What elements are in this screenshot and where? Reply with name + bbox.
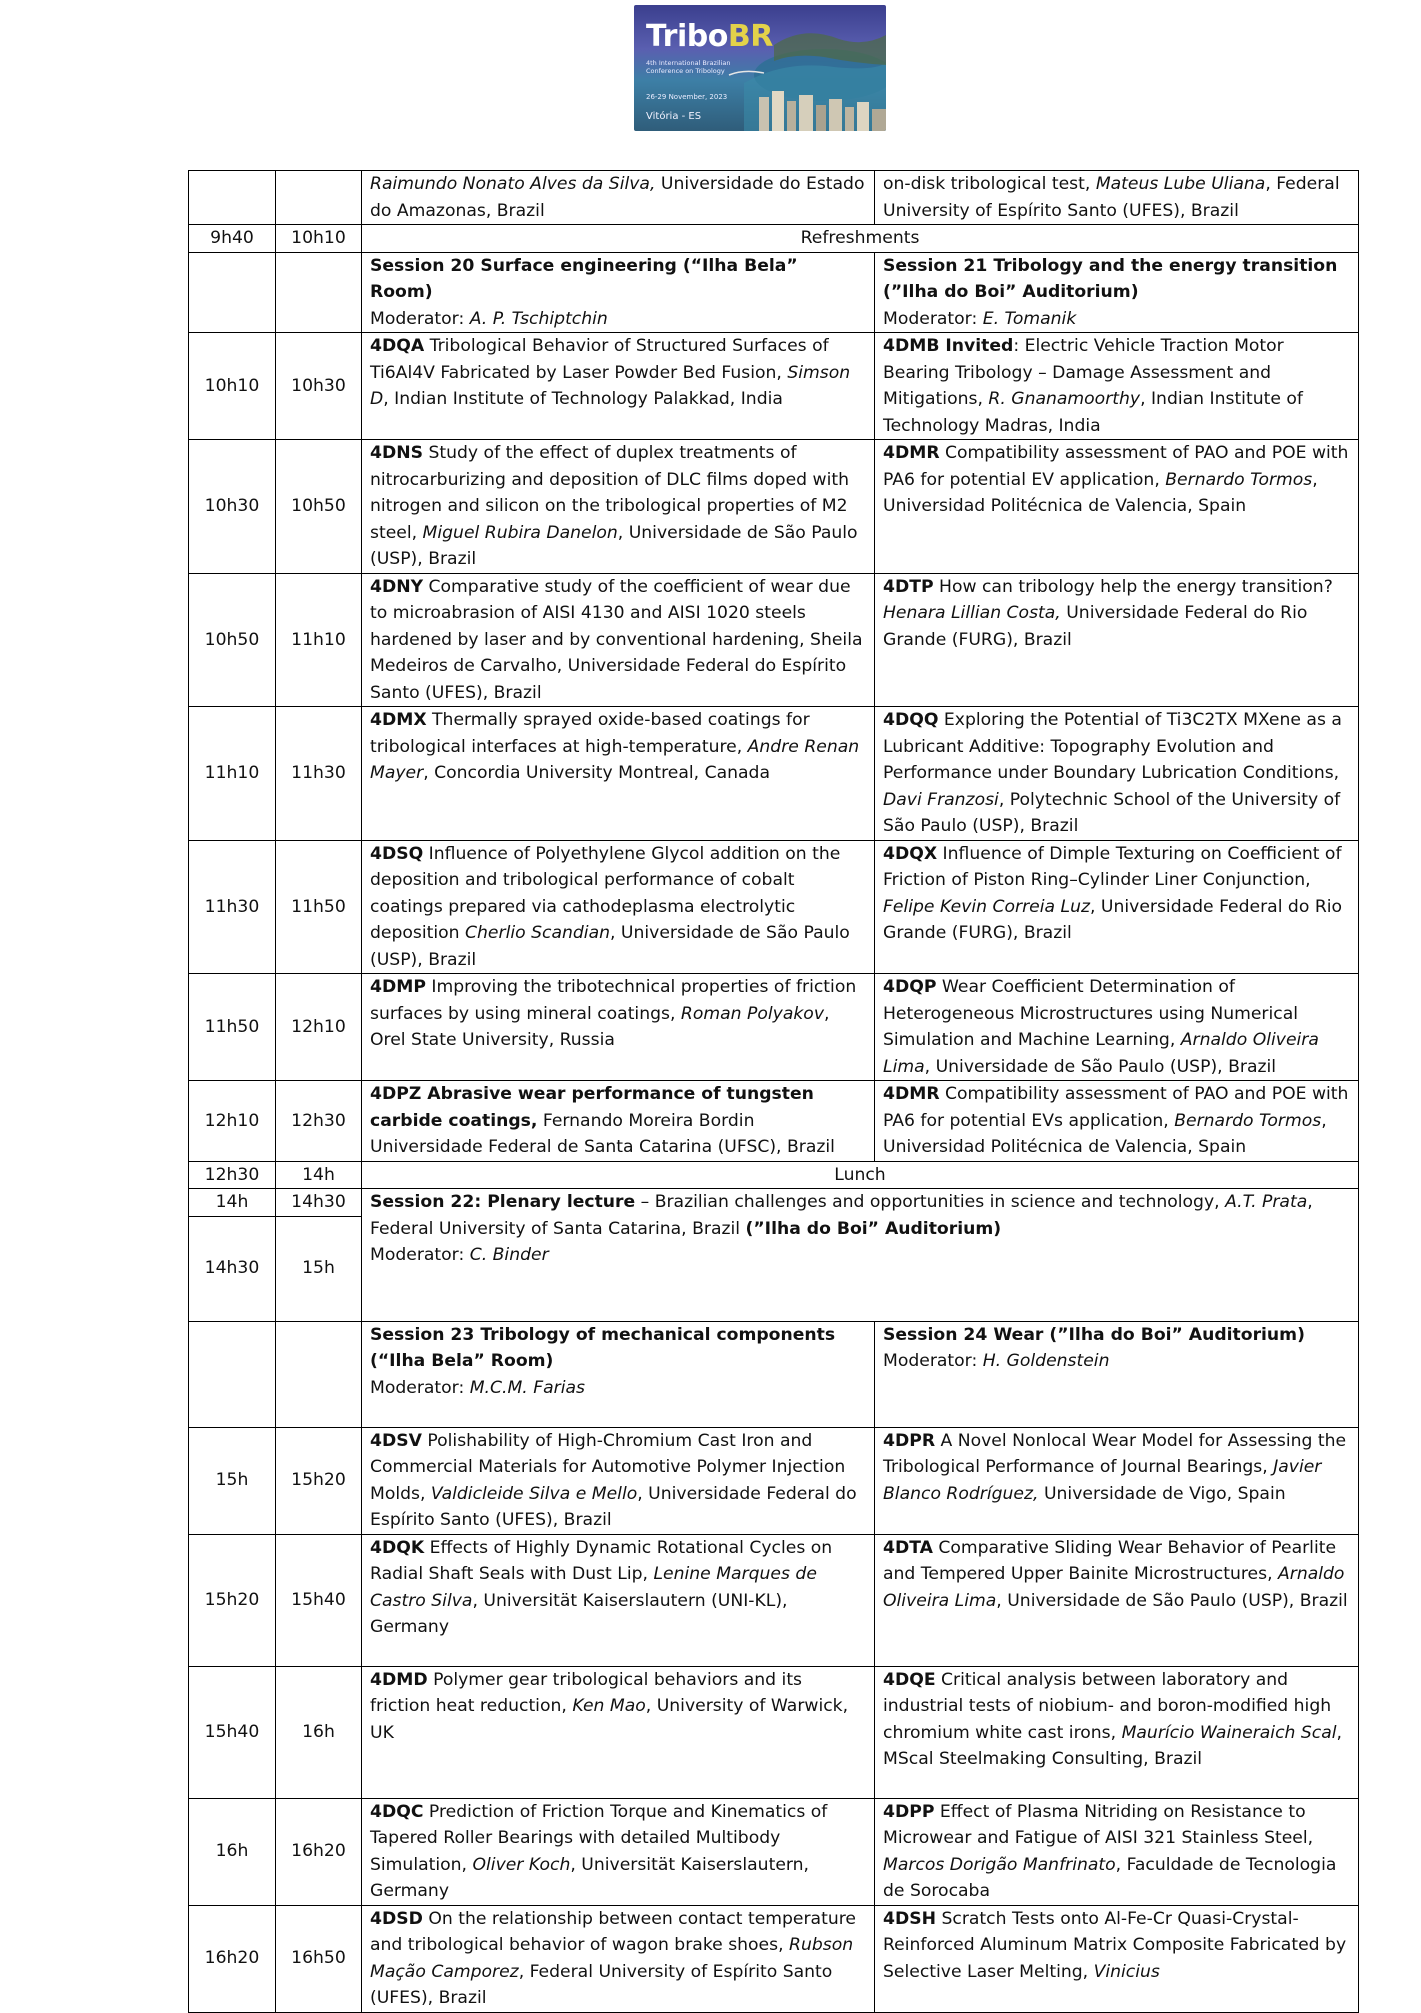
end-time-text: 10h10 <box>291 228 346 248</box>
moderator-name: H. Goldenstein <box>982 1351 1110 1371</box>
end-time <box>276 1905 362 2012</box>
end-time <box>276 1321 362 1427</box>
talk-cell-left <box>362 1534 875 1666</box>
talk-title: Prediction of Friction Torque and Kinematics of Tapered Roller Bearings with detailed Multibody Simulation, <box>370 1801 828 1875</box>
start-time <box>189 333 276 440</box>
moderator-name: A. P. Tschiptchin <box>469 308 608 329</box>
plenary-affiliation: , Federal University of Santa Catarina, Brazil <box>370 1192 1313 1239</box>
talk-cell-right <box>875 1666 1359 1798</box>
talk-title: Influence of Dimple Texturing on Coefficient of Friction of Piston Ring–Cylinder Liner Conjunction, <box>883 843 1342 890</box>
start-time-text: 16h20 <box>204 1948 260 1969</box>
talk-affiliation: , MScal Steelmaking Consulting, Brazil <box>883 1722 1343 1769</box>
break-row <box>189 225 1359 253</box>
start-time <box>189 1189 276 1217</box>
talk-code: 4DMX <box>370 710 427 730</box>
start-time-text: 10h30 <box>204 496 260 516</box>
talk-row <box>189 1798 1359 1905</box>
start-time <box>189 1321 276 1427</box>
logo-brand: TriboBR <box>646 19 773 54</box>
start-time <box>189 1216 276 1321</box>
start-time <box>189 1666 276 1798</box>
end-time <box>276 1081 362 1162</box>
plenary-label: Plenary lecture <box>481 1192 636 1212</box>
talk-affiliation: , Indian Institute of Technology Madras, India <box>883 389 1303 436</box>
talk-title: on-disk tribological test, <box>883 174 1096 194</box>
end-time <box>276 1427 362 1534</box>
moderator-name: E. Tomanik <box>982 308 1077 329</box>
break-row <box>189 1161 1359 1189</box>
end-time <box>276 252 362 333</box>
plenary-title: – Brazilian challenges and opportunities in science and technology, <box>635 1192 1226 1212</box>
talk-cell-right <box>875 840 1359 974</box>
talk-title: : Electric Vehicle Traction Motor Bearing Tribology – Damage Assessment and Mitigations, <box>883 336 1284 409</box>
start-time <box>189 225 276 253</box>
end-time-text: 12h10 <box>291 1016 346 1037</box>
talk-author: Mateus Lube Uliana <box>1095 174 1266 194</box>
talk-cell-left <box>362 1905 875 2012</box>
talk-title: Compatibility assessment of PAO and POE with PA6 for potential EV application, <box>883 443 1349 490</box>
end-time-text: 16h <box>302 1721 335 1742</box>
talk-affiliation: , Polytechnic School of the University of São Paulo (USP), Brazil <box>883 789 1341 836</box>
end-time-text: 11h30 <box>291 763 346 783</box>
start-time <box>189 573 276 707</box>
talk-title: Tribological Behavior of Structured Surfaces of Ti6Al4V Fabricated by Laser Powder Bed Fusion, <box>370 336 829 383</box>
talk-title: Scratch Tests onto Al-Fe-Cr Quasi-Crystal-Reinforced Aluminum Matrix Composite Fabricated by Selective Laser Melting, <box>883 1908 1347 1982</box>
talk-title: Exploring the Potential of Ti3C2TX MXene as a Lubricant Additive: Topography Evolution and Performance under Boundary Lubrication Conditions, <box>883 710 1342 783</box>
plenary-speaker: A.T. Prata <box>1225 1192 1308 1212</box>
talk-title: Comparative Sliding Wear Behavior of Pearlite and Tempered Upper Bainite Microstructures, <box>883 1537 1337 1584</box>
talk-author: Henara Lillian Costa, <box>883 603 1061 623</box>
end-time <box>276 1189 362 1217</box>
talk-author: Davi Franzosi <box>883 789 999 810</box>
talk-cell-left <box>362 707 875 841</box>
talk-author: Rubson Mação Camporez <box>370 1935 854 1982</box>
talk-title: Thermally sprayed oxide-based coatings for tribological interfaces at high-temperature, <box>370 710 810 757</box>
talk-cell-left <box>362 573 875 707</box>
start-time-text: 12h30 <box>204 1164 260 1185</box>
schedule-body <box>189 171 1359 2013</box>
talk-affiliation: Universidade de Vigo, Spain <box>1038 1483 1286 1504</box>
talk-author: Simson D <box>370 362 851 409</box>
talk-affiliation: , Universidade de São Paulo (USP), Brazil <box>924 1056 1277 1077</box>
talk-author: Oliver Koch <box>472 1854 571 1875</box>
talk-affiliation: , Universidade de São Paulo (USP), Brazil <box>370 522 858 569</box>
start-time-text: 15h <box>215 1470 249 1491</box>
start-time <box>189 1905 276 2012</box>
talk-author: Javier Blanco Rodríguez, <box>883 1457 1322 1504</box>
talk-affiliation: Universidade Federal do Rio Grande (FURG), Brazil <box>883 603 1308 650</box>
start-time <box>189 171 276 225</box>
talk-code: 4DSQ <box>370 843 424 864</box>
talk-cell-left <box>362 1666 875 1798</box>
start-time <box>189 1161 276 1189</box>
talk-cell-right <box>875 171 1359 225</box>
talk-cell-left <box>362 1798 875 1905</box>
talk-author: Bernardo Tormos <box>1174 1110 1322 1131</box>
talk-row <box>189 333 1359 440</box>
end-time-text: 16h20 <box>291 1841 346 1862</box>
talk-title: Effect of Plasma Nitriding on Resistance to Microwear and Fatigue of AISI 321 Stainless Steel, <box>883 1801 1314 1848</box>
break-label: Lunch <box>362 1161 1359 1189</box>
start-time <box>189 974 276 1081</box>
talk-code: 4DMD <box>370 1669 428 1690</box>
talk-row <box>189 440 1359 574</box>
talk-code: 4DTA <box>883 1537 933 1558</box>
moderator-name: M.C.M. Farias <box>469 1377 585 1398</box>
talk-author: Arnaldo Oliveira Lima <box>883 1564 1345 1611</box>
talk-cell-right <box>875 440 1359 574</box>
talk-author: Cherlio Scandian <box>465 923 610 943</box>
talk-row <box>189 1427 1359 1534</box>
talk-title: Critical analysis between laboratory and industrial tests of niobium- and boron-modified high chromium white cast irons, <box>883 1669 1332 1743</box>
talk-code: 4DQX <box>883 843 938 864</box>
talk-title: Polymer gear tribological behaviors and its friction heat reduction, <box>370 1669 803 1716</box>
talk-author: Raimundo Nonato Alves da Silva, <box>370 174 656 194</box>
moderator-label: Moderator: <box>883 1351 983 1371</box>
talk-affiliation: , Universidade de São Paulo (USP), Brazil <box>996 1590 1348 1611</box>
session-title: Session 23 Tribology of mechanical components (“Ilha Bela” Room) <box>370 1324 836 1371</box>
talk-cell-left <box>362 974 875 1081</box>
end-time-text: 15h <box>302 1258 335 1279</box>
talk-row <box>189 171 1359 225</box>
talk-row <box>189 1081 1359 1162</box>
start-time <box>189 707 276 841</box>
talk-affiliation: , Universidade Federal do Rio Grande (FURG), Brazil <box>883 896 1343 943</box>
logo-dates: 26-29 November, 2023 <box>646 93 728 101</box>
talk-row <box>189 707 1359 841</box>
plenary-session-label: Session 22: <box>370 1192 482 1212</box>
talk-title: Study of the effect of duplex treatments of nitrocarburizing and deposition of DLC films doped with nitrogen and silicon on the tribological properties of M2 steel, <box>370 443 850 543</box>
session-title: Session 24 Wear (”Ilha do Boi” Auditorium) <box>883 1324 1305 1345</box>
start-time-text: 11h30 <box>204 896 260 917</box>
talk-code: 4DPR <box>883 1430 936 1451</box>
talk-cell-right <box>875 1427 1359 1534</box>
talk-row <box>189 974 1359 1081</box>
talk-author: Arnaldo Oliveira Lima <box>883 1030 1319 1077</box>
talk-cell-right <box>875 1081 1359 1162</box>
talk-affiliation: , Federal University of Espírito Santo (UFES), Brazil <box>370 1961 833 2008</box>
start-time-text: 10h50 <box>204 629 260 650</box>
logo-city: Vitória - ES <box>646 111 702 122</box>
talk-row <box>189 840 1359 974</box>
session-header-row <box>189 1321 1359 1427</box>
talk-affiliation: , Indian Institute of Technology Palakkad, India <box>383 389 783 409</box>
end-time <box>276 1798 362 1905</box>
talk-affiliation: , Federal University of Espírito Santo (UFES), Brazil <box>883 174 1340 221</box>
start-time <box>189 252 276 333</box>
end-time-text: 11h50 <box>291 896 346 917</box>
talk-title: A Novel Nonlocal Wear Model for Assessing the Tribological Performance of Journal Bearings, <box>883 1430 1347 1477</box>
talk-code: 4DNY <box>370 576 424 597</box>
talk-cell-left <box>362 1081 875 1162</box>
start-time <box>189 1081 276 1162</box>
start-time-text: 14h30 <box>204 1258 260 1279</box>
session-header-left <box>362 252 875 333</box>
talk-cell-right <box>875 573 1359 707</box>
session-header-row <box>189 252 1359 333</box>
end-time <box>276 1534 362 1666</box>
talk-code: 4DMR <box>883 443 940 463</box>
start-time-text: 16h <box>215 1841 249 1862</box>
end-time-text: 10h50 <box>291 496 346 516</box>
talk-author: Bernardo Tormos <box>1165 469 1313 490</box>
talk-code: 4DSV <box>370 1430 422 1451</box>
talk-code: 4DQQ <box>883 710 939 730</box>
talk-code: 4DPZ Abrasive wear performance of tungsten carbide coatings, <box>370 1084 814 1131</box>
session-header-right <box>875 1321 1359 1427</box>
start-time-text: 14h <box>215 1192 249 1212</box>
end-time <box>276 573 362 707</box>
talk-cell-left <box>362 440 875 574</box>
talk-title: On the relationship between contact temperature and tribological behavior of wagon brake shoes, <box>370 1908 856 1955</box>
start-time <box>189 1427 276 1534</box>
plenary-row <box>189 1189 1359 1217</box>
end-time-text: 11h10 <box>291 629 346 650</box>
end-time-text: 12h30 <box>291 1110 346 1131</box>
end-time <box>276 440 362 574</box>
talk-code: 4DMP <box>370 977 426 997</box>
talk-affiliation: , Orel State University, Russia <box>370 1003 830 1050</box>
end-time <box>276 225 362 253</box>
start-time-text: 11h10 <box>204 763 260 783</box>
end-time <box>276 171 362 225</box>
logo-subtitle: 4th International Brazilian Conference on Tribology <box>646 59 731 75</box>
talk-author: Roman Polyakov <box>680 1003 824 1024</box>
talk-title: Wear Coefficient Determination of Heterogeneous Microstructures using Numerical Simulation and Machine Learning, <box>883 977 1299 1050</box>
end-time-text: 10h30 <box>291 375 346 396</box>
talk-cell-right <box>875 1534 1359 1666</box>
talk-title: Improving the tribotechnical properties of friction surfaces by using mineral coatings, <box>370 977 857 1024</box>
talk-cell-left <box>362 333 875 440</box>
end-time-text: 15h20 <box>291 1470 346 1491</box>
end-time-text: 14h30 <box>291 1192 346 1212</box>
moderator-label: Moderator: <box>883 308 983 329</box>
moderator-label: Moderator: <box>370 308 470 329</box>
talk-row <box>189 1905 1359 2012</box>
talk-author: Maurício Waineraich Scal <box>1121 1722 1337 1743</box>
talk-cell-right <box>875 1798 1359 1905</box>
talk-author: Marcos Dorigão Manfrinato <box>883 1854 1116 1875</box>
talk-code: 4DNS <box>370 443 423 463</box>
talk-author: Lenine Marques de Castro Silva <box>370 1564 817 1611</box>
end-time-text: 16h50 <box>291 1948 346 1969</box>
end-time <box>276 707 362 841</box>
start-time-text: 12h10 <box>204 1110 260 1131</box>
talk-affiliation: Universidade do Estado do Amazonas, Brazil <box>370 174 865 221</box>
break-label: Refreshments <box>362 225 1359 253</box>
start-time <box>189 1534 276 1666</box>
end-time <box>276 1666 362 1798</box>
talk-code: 4DQC <box>370 1801 424 1822</box>
talk-affiliation: , Universidade Federal do Espírito Santo (UFES), Brazil <box>370 1483 857 1530</box>
talk-row <box>189 573 1359 707</box>
plenary-cell <box>362 1189 1359 1322</box>
session-title: Session 20 Surface engineering (“Ilha Bela” Room) <box>370 255 798 302</box>
start-time <box>189 1798 276 1905</box>
start-time-text: 15h20 <box>204 1589 260 1610</box>
start-time-text: 15h40 <box>204 1721 260 1742</box>
schedule-table <box>188 170 1359 2013</box>
talk-title: Compatibility assessment of PAO and POE with PA6 for potential EVs application, <box>883 1084 1349 1131</box>
talk-code: 4DMB Invited <box>883 336 1014 356</box>
talk-title: Influence of Polyethylene Glycol addition on the deposition and tribological performance of cobalt coatings prepared via cathodeplasma electrolytic deposition <box>370 843 841 943</box>
talk-author: Miguel Rubira Danelon <box>422 522 618 543</box>
talk-code: 4DSD <box>370 1908 423 1929</box>
talk-code: 4DQA <box>370 336 425 356</box>
talk-affiliation: , Universidade de São Paulo (USP), Brazil <box>370 923 850 970</box>
start-time-text: 11h50 <box>204 1016 260 1037</box>
talk-author: Felipe Kevin Correia Luz <box>883 896 1090 917</box>
talk-affiliation: , Universidad Politécnica de Valencia, Spain <box>883 1110 1327 1157</box>
talk-title: Comparative study of the coefficient of wear due to microabrasion of AISI 4130 and AISI 1020 steels hardened by laser and by conventional hardening, Sheila Medeiros de Carvalho, Universidade Federal do Espírito Santo (UFES), Brazil <box>370 576 863 703</box>
talk-title: Effects of Highly Dynamic Rotational Cycles on Radial Shaft Seals with Dust Lip, <box>370 1537 833 1584</box>
end-time <box>276 1161 362 1189</box>
end-time <box>276 974 362 1081</box>
start-time <box>189 840 276 974</box>
talk-title: Polishability of High-Chromium Cast Iron and Commercial Materials for Automotive Polymer Injection Molds, <box>370 1430 846 1504</box>
talk-cell-right <box>875 707 1359 841</box>
plenary-room: (”Ilha do Boi” Auditorium) <box>745 1218 1002 1239</box>
talk-cell-right <box>875 333 1359 440</box>
talk-affiliation: , University of Warwick, UK <box>370 1696 849 1743</box>
talk-title: How can tribology help the energy transition? <box>933 576 1333 597</box>
talk-author: Valdicleide Silva e Mello <box>430 1483 638 1504</box>
end-time <box>276 333 362 440</box>
talk-affiliation: , Universität Kaiserslautern (UNI-KL), Germany <box>370 1590 788 1637</box>
talk-code: 4DQK <box>370 1537 425 1558</box>
talk-author: Vinicius <box>1093 1961 1160 1982</box>
talk-author: Andre Renan Mayer <box>370 736 860 783</box>
end-time-text: 14h <box>302 1164 335 1185</box>
start-time-text: 9h40 <box>210 228 254 248</box>
talk-author: Ken Mao <box>572 1696 646 1716</box>
end-time <box>276 840 362 974</box>
talk-code: 4DTP <box>883 576 934 597</box>
session-title: Session 21 Tribology and the energy transition (”Ilha do Boi” Auditorium) <box>883 255 1338 302</box>
talk-affiliation: , Universidad Politécnica de Valencia, Spain <box>883 469 1318 516</box>
talk-affiliation: , Universität Kaiserslautern, Germany <box>370 1854 810 1901</box>
start-time <box>189 440 276 574</box>
moderator-label: Moderator: <box>370 1245 470 1265</box>
moderator-label: Moderator: <box>370 1377 470 1398</box>
end-time-text: 15h40 <box>291 1589 346 1610</box>
talk-code: 4DMR <box>883 1084 940 1104</box>
talk-row <box>189 1666 1359 1798</box>
start-time-text: 10h10 <box>204 375 260 396</box>
talk-author: R. Gnanamoorthy <box>988 389 1141 409</box>
conference-logo <box>634 5 886 131</box>
talk-row <box>189 1534 1359 1666</box>
talk-affiliation: , Faculdade de Tecnologia de Sorocaba <box>883 1854 1337 1901</box>
talk-cell-left <box>362 1427 875 1534</box>
talk-code: 4DQE <box>883 1669 936 1690</box>
talk-code: 4DSH <box>883 1908 936 1929</box>
end-time <box>276 1216 362 1321</box>
session-header-left <box>362 1321 875 1427</box>
talk-affiliation: , Concordia University Montreal, Canada <box>423 763 770 783</box>
talk-code: 4DPP <box>883 1801 935 1822</box>
moderator-name: C. Binder <box>469 1245 549 1265</box>
talk-cell-right <box>875 1905 1359 2012</box>
session-header-right <box>875 252 1359 333</box>
talk-cell-left <box>362 840 875 974</box>
talk-cell-left <box>362 171 875 225</box>
talk-title: Fernando Moreira Bordin Universidade Federal de Santa Catarina (UFSC), Brazil <box>370 1110 835 1157</box>
talk-code: 4DQP <box>883 977 937 997</box>
talk-cell-right <box>875 974 1359 1081</box>
